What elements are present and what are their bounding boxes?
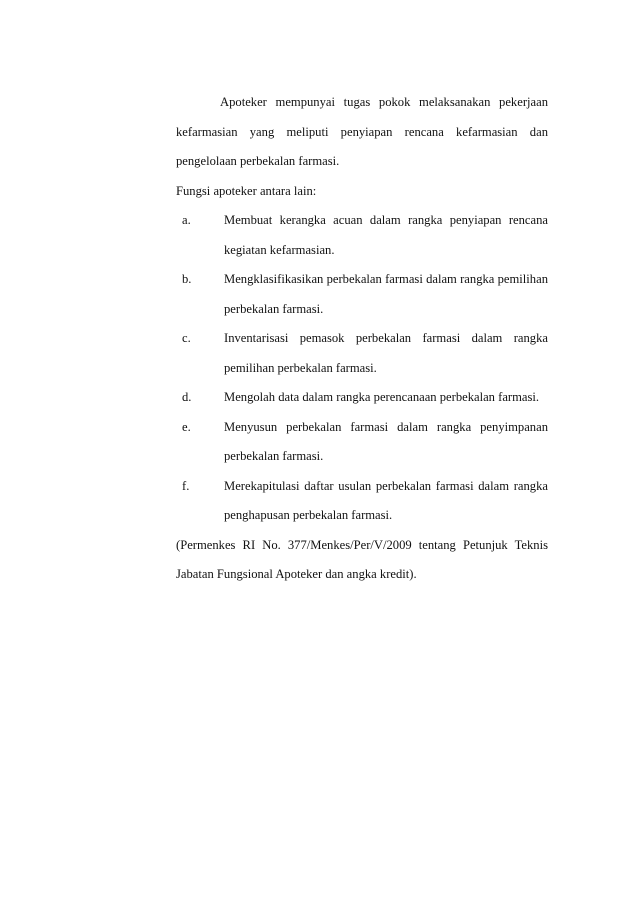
list-item-text: Inventarisasi pemasok perbekalan farmasi dalam rangka pemilihan perbekalan farmasi. bbox=[224, 331, 548, 375]
list-item bbox=[176, 265, 548, 324]
list-marker: b. bbox=[182, 272, 192, 286]
list-item bbox=[176, 413, 548, 472]
functions-heading: Fungsi apoteker antara lain: bbox=[176, 183, 317, 198]
list-marker: d. bbox=[182, 390, 192, 404]
page-content bbox=[176, 88, 548, 590]
list-item-text: Membuat kerangka acuan dalam rangka penyiapan rencana kegiatan kefarmasian. bbox=[224, 213, 548, 257]
list-item bbox=[176, 383, 548, 413]
list-item bbox=[176, 472, 548, 531]
list-item-text: Mengolah data dalam rangka perencanaan perbekalan farmasi. bbox=[224, 390, 540, 404]
list-item-text: Menyusun perbekalan farmasi dalam rangka penyimpanan perbekalan farmasi. bbox=[224, 419, 548, 463]
list-marker: a. bbox=[182, 213, 191, 227]
functions-list bbox=[176, 206, 548, 531]
intro-paragraph: Apoteker mempunyai tugas pokok melaksanakan pekerjaan kefarmasian yang meliputi penyiapan rencana kefarmasian dan pengelolaan perbekalan farmasi. bbox=[176, 95, 548, 168]
list-marker: f. bbox=[182, 478, 190, 493]
list-item-text: Merekapitulasi daftar usulan perbekalan farmasi dalam rangka penghapusan perbekalan farmasi. bbox=[224, 478, 548, 522]
list-item-text: Mengklasifikasikan perbekalan farmasi dalam rangka pemilihan perbekalan farmasi. bbox=[224, 272, 548, 316]
reference-citation: (Permenkes RI No. 377/Menkes/Per/V/2009 tentang Petunjuk Teknis Jabatan Fungsional Apoteker dan angka kredit). bbox=[176, 537, 548, 581]
list-item bbox=[176, 324, 548, 383]
list-item bbox=[176, 206, 548, 265]
list-marker: c. bbox=[182, 331, 191, 345]
list-marker: e. bbox=[182, 419, 191, 434]
